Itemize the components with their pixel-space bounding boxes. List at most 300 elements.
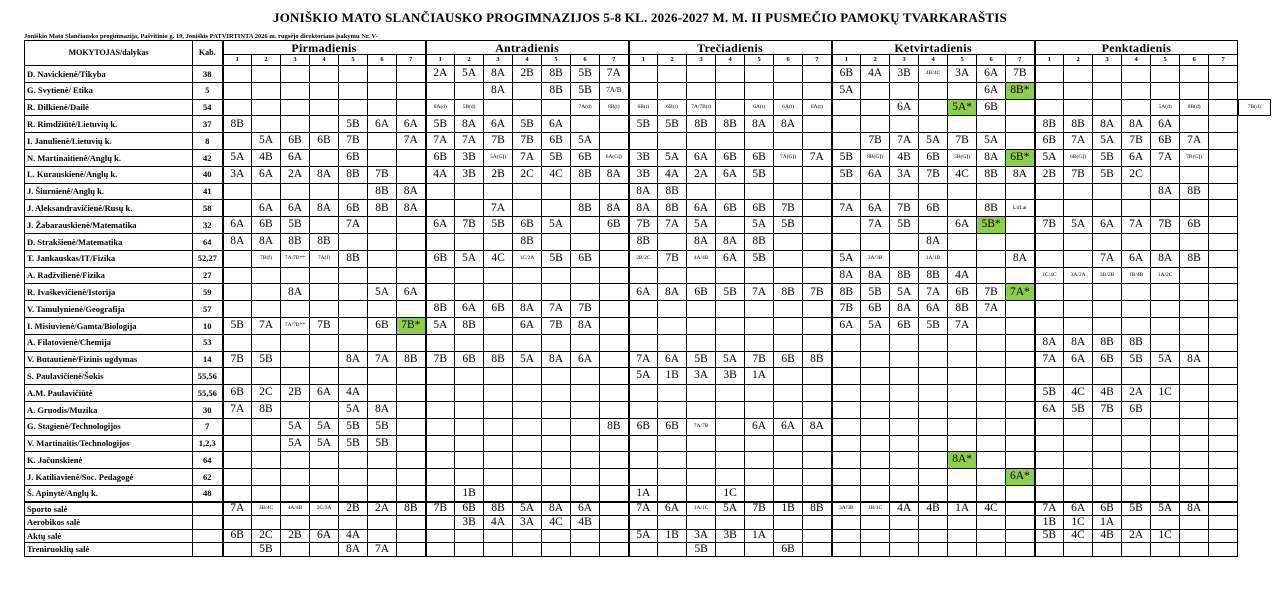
lesson-cell: 6B — [223, 529, 252, 543]
lesson-cell: 8B — [252, 401, 281, 418]
lesson-cell: 5B — [1093, 166, 1122, 183]
lesson-cell — [397, 452, 426, 469]
lesson-cell — [426, 543, 455, 557]
lesson-cell: 8A(t) — [803, 99, 832, 116]
lesson-cell — [542, 435, 571, 452]
lesson-cell — [426, 284, 455, 301]
lesson-cell: 8A(d) — [426, 99, 455, 116]
period-number: 3 — [484, 55, 513, 66]
lesson-cell — [1209, 469, 1238, 486]
lesson-cell: 5A — [281, 435, 310, 452]
lesson-cell: 6B — [426, 149, 455, 166]
lesson-cell: 8A — [223, 233, 252, 250]
teacher-name: A.M. Paulavičiūtė — [25, 385, 193, 402]
lesson-cell: 8B — [716, 116, 745, 133]
lesson-cell — [397, 543, 426, 557]
period-number: 4 — [919, 55, 948, 66]
teacher-name: A. Filatovienė/Chemija — [25, 334, 193, 351]
lesson-cell — [803, 217, 832, 234]
lesson-cell: 7A — [484, 200, 513, 217]
lesson-cell — [455, 418, 484, 435]
lesson-cell — [1006, 116, 1035, 133]
lesson-cell: 5B — [861, 284, 890, 301]
lesson-cell — [513, 267, 542, 284]
lesson-cell — [861, 418, 890, 435]
lesson-cell — [716, 317, 745, 334]
lesson-cell — [281, 183, 310, 200]
lesson-cell: 8A — [658, 284, 687, 301]
lesson-cell — [368, 133, 397, 150]
lesson-cell — [890, 452, 919, 469]
lesson-cell: 8A — [310, 200, 339, 217]
teacher-name: A. Gruodis/Muzika — [25, 401, 193, 418]
lesson-cell — [1064, 452, 1093, 469]
lesson-cell: 7A/B — [600, 82, 629, 99]
room-number: 7 — [193, 418, 223, 435]
lesson-cell: 8A — [252, 233, 281, 250]
lesson-cell: 7A — [890, 133, 919, 150]
lesson-cell — [1064, 82, 1093, 99]
lesson-cell — [890, 485, 919, 502]
lesson-cell: 5A — [455, 250, 484, 267]
lesson-cell — [455, 82, 484, 99]
lesson-cell — [1006, 418, 1035, 435]
lesson-cell — [832, 485, 861, 502]
lesson-cell — [977, 543, 1006, 557]
lesson-cell: 6A* — [1006, 469, 1035, 486]
lesson-cell: 5B — [368, 435, 397, 452]
lesson-cell: 7A(d) — [571, 99, 600, 116]
lesson-cell: 7B* — [397, 317, 426, 334]
lesson-cell — [716, 418, 745, 435]
teacher-row — [25, 317, 1271, 334]
lesson-cell — [948, 418, 977, 435]
lesson-cell — [513, 469, 542, 486]
lesson-cell — [1064, 469, 1093, 486]
lesson-cell — [919, 183, 948, 200]
lesson-cell — [890, 435, 919, 452]
lesson-cell: 7A — [223, 502, 252, 516]
lesson-cell: 5B — [542, 250, 571, 267]
lesson-cell — [339, 452, 368, 469]
lesson-cell: 8B — [513, 233, 542, 250]
lesson-cell: 7B — [339, 133, 368, 150]
lesson-cell: 6B — [223, 385, 252, 402]
lesson-cell: 8B — [832, 284, 861, 301]
lesson-cell — [368, 529, 397, 543]
lesson-cell: 8A — [1151, 250, 1180, 267]
lesson-cell: 5A — [1035, 149, 1064, 166]
lesson-cell — [1035, 200, 1064, 217]
teacher-name: L. Kurauskienė/Anglų k. — [25, 166, 193, 183]
period-number: 2 — [252, 55, 281, 66]
lesson-cell: 7B — [223, 351, 252, 368]
lesson-cell — [426, 418, 455, 435]
lesson-cell: 4B — [919, 502, 948, 516]
lesson-cell — [687, 435, 716, 452]
lesson-cell — [513, 284, 542, 301]
lesson-cell — [716, 334, 745, 351]
lesson-cell — [339, 66, 368, 83]
lesson-cell — [803, 435, 832, 452]
lesson-cell — [223, 250, 252, 267]
lesson-cell — [368, 385, 397, 402]
teacher-row — [25, 66, 1271, 83]
lesson-cell — [1093, 284, 1122, 301]
lesson-cell — [281, 351, 310, 368]
lesson-cell: 5B — [1093, 149, 1122, 166]
lesson-cell — [919, 82, 948, 99]
lesson-cell: 5A — [716, 502, 745, 516]
lesson-cell — [745, 435, 774, 452]
room-number: 5 — [193, 82, 223, 99]
teacher-name: Aerobikos salė — [25, 516, 193, 530]
teacher-row — [25, 368, 1271, 385]
lesson-cell — [977, 469, 1006, 486]
lesson-cell — [919, 418, 948, 435]
lesson-cell — [1093, 183, 1122, 200]
lesson-cell — [1180, 418, 1209, 435]
lesson-cell: 7B — [310, 317, 339, 334]
day-header: Antradienis — [426, 41, 629, 55]
lesson-cell — [281, 301, 310, 318]
lesson-cell: 6A — [1035, 401, 1064, 418]
lesson-cell — [861, 435, 890, 452]
lesson-cell — [426, 334, 455, 351]
lesson-cell: 5A — [861, 317, 890, 334]
lesson-cell: 7B — [803, 284, 832, 301]
room-number: 27 — [193, 267, 223, 284]
lesson-cell — [745, 385, 774, 402]
lesson-cell — [513, 368, 542, 385]
lesson-cell — [513, 401, 542, 418]
lesson-cell — [658, 317, 687, 334]
lesson-cell — [687, 183, 716, 200]
lesson-cell — [687, 334, 716, 351]
lesson-cell: 8A — [629, 183, 658, 200]
lesson-cell — [803, 166, 832, 183]
lesson-cell — [339, 284, 368, 301]
lesson-cell — [542, 284, 571, 301]
lesson-cell — [1122, 233, 1151, 250]
lesson-cell: 2B — [513, 66, 542, 83]
lesson-cell: 8A — [542, 502, 571, 516]
lesson-cell — [484, 543, 513, 557]
lesson-cell — [310, 116, 339, 133]
lesson-cell: 6A — [252, 200, 281, 217]
lesson-cell — [484, 334, 513, 351]
lesson-cell: 5A — [1151, 351, 1180, 368]
lesson-cell — [223, 200, 252, 217]
lesson-cell: 8A — [774, 116, 803, 133]
lesson-cell: 6B — [455, 351, 484, 368]
lesson-cell: 4C — [1064, 385, 1093, 402]
lesson-cell — [658, 66, 687, 83]
lesson-cell — [1035, 368, 1064, 385]
lesson-cell: 8B — [1122, 334, 1151, 351]
lesson-cell — [1006, 351, 1035, 368]
lesson-cell — [1151, 334, 1180, 351]
teacher-name: J. Katiliavienė/Soc. Pedagogė — [25, 469, 193, 486]
lesson-cell: 7B — [1122, 133, 1151, 150]
lesson-cell: 6A — [687, 200, 716, 217]
lesson-cell: 6B — [1151, 133, 1180, 150]
lesson-cell — [310, 485, 339, 502]
lesson-cell: 2C/3A — [310, 502, 339, 516]
lesson-cell: 6A — [629, 284, 658, 301]
period-number: 1 — [629, 55, 658, 66]
lesson-cell — [600, 543, 629, 557]
lesson-cell: 5B — [542, 149, 571, 166]
lesson-cell — [1209, 418, 1238, 435]
lesson-cell — [1122, 485, 1151, 502]
lesson-cell — [1180, 66, 1209, 83]
lesson-cell: 6A — [977, 66, 1006, 83]
lesson-cell — [1209, 166, 1238, 183]
lesson-cell — [252, 82, 281, 99]
lesson-cell — [745, 401, 774, 418]
lesson-cell: 8A — [832, 267, 861, 284]
lesson-cell: 6A — [455, 301, 484, 318]
lesson-cell: 4C — [977, 502, 1006, 516]
lesson-cell — [397, 149, 426, 166]
teacher-name: G. Svytienė/ Etika — [25, 82, 193, 99]
lesson-cell: 6A — [426, 217, 455, 234]
lesson-cell — [1209, 317, 1238, 334]
lesson-cell — [629, 267, 658, 284]
lesson-cell — [1006, 183, 1035, 200]
lesson-cell: 5B — [1122, 351, 1151, 368]
lesson-cell: 5A — [629, 368, 658, 385]
lesson-cell — [426, 267, 455, 284]
lesson-cell — [1093, 66, 1122, 83]
period-number: 6 — [977, 55, 1006, 66]
lesson-cell — [571, 217, 600, 234]
lesson-cell: 8A — [397, 200, 426, 217]
lesson-cell — [832, 351, 861, 368]
lesson-cell: 7A/7B** — [281, 250, 310, 267]
lesson-cell: 8B — [368, 183, 397, 200]
lesson-cell — [310, 368, 339, 385]
teacher-name: J. Šiurnienė/Anglų k. — [25, 183, 193, 200]
lesson-cell: 1C — [1151, 529, 1180, 543]
teacher-row — [25, 200, 1271, 217]
lesson-cell: 6A — [281, 149, 310, 166]
lesson-cell: 7B — [861, 133, 890, 150]
lesson-cell: 5A — [310, 435, 339, 452]
lesson-cell: 8B — [571, 166, 600, 183]
lesson-cell: 8A — [281, 284, 310, 301]
lesson-cell — [223, 368, 252, 385]
lesson-cell — [716, 516, 745, 530]
lesson-cell — [397, 418, 426, 435]
period-number: 3 — [281, 55, 310, 66]
teacher-row — [25, 217, 1271, 234]
lesson-cell: 5A — [542, 217, 571, 234]
lesson-cell — [600, 385, 629, 402]
lesson-cell — [861, 469, 890, 486]
lesson-cell: 6B — [513, 217, 542, 234]
lesson-cell — [803, 529, 832, 543]
lesson-cell — [1064, 301, 1093, 318]
lesson-cell — [774, 435, 803, 452]
lesson-cell — [1209, 502, 1238, 516]
lesson-cell — [861, 401, 890, 418]
lesson-cell — [890, 82, 919, 99]
lesson-cell — [658, 435, 687, 452]
lesson-cell: 8B — [542, 66, 571, 83]
lesson-cell — [281, 401, 310, 418]
lesson-cell: 3B — [716, 368, 745, 385]
lesson-cell — [774, 250, 803, 267]
lesson-cell — [600, 485, 629, 502]
lesson-cell: 5B(d) — [455, 99, 484, 116]
lesson-cell — [600, 133, 629, 150]
lesson-cell: 4B — [571, 516, 600, 530]
lesson-cell — [1093, 82, 1122, 99]
lesson-cell — [281, 66, 310, 83]
lesson-cell: 8B — [484, 351, 513, 368]
lesson-cell — [861, 183, 890, 200]
room-number: 59 — [193, 284, 223, 301]
lesson-cell: 5B — [1064, 401, 1093, 418]
lesson-cell — [339, 99, 368, 116]
lesson-cell: 2B — [339, 502, 368, 516]
lesson-cell: 1B/1C — [861, 502, 890, 516]
lesson-cell: 8B — [455, 317, 484, 334]
lesson-cell: 6B — [600, 217, 629, 234]
lesson-cell: 8A — [455, 116, 484, 133]
lesson-cell: 6B — [281, 133, 310, 150]
teacher-name: I. Janulienė/Lietuvių k. — [25, 133, 193, 150]
lesson-cell: 8B(t) — [600, 99, 629, 116]
lesson-cell: 7B — [571, 301, 600, 318]
teacher-name: V. Butautienė/Fizinis ugdymas — [25, 351, 193, 368]
lesson-cell — [368, 485, 397, 502]
lesson-cell: 7A/7B(t) — [687, 99, 716, 116]
lesson-cell: 8B — [948, 301, 977, 318]
lesson-cell — [774, 529, 803, 543]
lesson-cell — [919, 99, 948, 116]
lesson-cell: 3A/3B — [832, 502, 861, 516]
lesson-cell — [310, 183, 339, 200]
lesson-cell — [687, 485, 716, 502]
lesson-cell — [687, 82, 716, 99]
lesson-cell — [542, 267, 571, 284]
lesson-cell — [571, 334, 600, 351]
lesson-cell — [368, 82, 397, 99]
lesson-cell: 7A — [1151, 149, 1180, 166]
lesson-cell — [426, 385, 455, 402]
lesson-cell — [629, 469, 658, 486]
lesson-cell — [890, 401, 919, 418]
room-number: 48 — [193, 485, 223, 502]
teacher-name: A. Radžvilienė/Fizika — [25, 267, 193, 284]
room-row — [25, 543, 1271, 557]
lesson-cell: 5B — [774, 217, 803, 234]
lesson-cell: 4B — [252, 149, 281, 166]
lesson-cell: 7A — [339, 217, 368, 234]
lesson-cell — [716, 267, 745, 284]
room-row — [25, 502, 1271, 516]
lesson-cell: 6B — [629, 418, 658, 435]
teacher-name: K. Jačunskienė — [25, 452, 193, 469]
lesson-cell: 8A — [513, 301, 542, 318]
lesson-cell — [629, 317, 658, 334]
lesson-cell: 6B — [861, 301, 890, 318]
lesson-cell: 3B — [455, 516, 484, 530]
lesson-cell — [426, 200, 455, 217]
lesson-cell — [658, 385, 687, 402]
room-number: 8 — [193, 133, 223, 150]
lesson-cell — [484, 267, 513, 284]
lesson-cell: 8A — [629, 200, 658, 217]
lesson-cell: 3A — [687, 368, 716, 385]
teacher-row — [25, 267, 1271, 284]
lesson-cell: 4B/4C — [919, 66, 948, 83]
teacher-row — [25, 385, 1271, 402]
lesson-cell: 5B — [687, 351, 716, 368]
lesson-cell — [716, 301, 745, 318]
lesson-cell — [658, 133, 687, 150]
lesson-cell: 5A — [1093, 133, 1122, 150]
lesson-cell — [861, 233, 890, 250]
lesson-cell — [223, 284, 252, 301]
lesson-cell: 6B — [426, 250, 455, 267]
lesson-cell: 6B — [716, 200, 745, 217]
lesson-cell: 1B — [658, 529, 687, 543]
lesson-cell: 7B — [1064, 166, 1093, 183]
lesson-cell — [1006, 401, 1035, 418]
lesson-cell — [1209, 217, 1238, 234]
lesson-cell — [571, 385, 600, 402]
lesson-cell — [861, 99, 890, 116]
period-number: 7 — [397, 55, 426, 66]
lesson-cell — [890, 529, 919, 543]
lesson-cell: 5B — [339, 418, 368, 435]
lesson-cell — [310, 217, 339, 234]
lesson-cell — [368, 452, 397, 469]
lesson-cell — [745, 183, 774, 200]
lesson-cell: 6A — [1151, 116, 1180, 133]
lesson-cell — [484, 435, 513, 452]
lesson-cell — [832, 543, 861, 557]
lesson-cell: 4C — [542, 166, 571, 183]
lesson-cell — [716, 385, 745, 402]
lesson-cell — [629, 516, 658, 530]
lesson-cell: 6B(t) — [658, 99, 687, 116]
lesson-cell — [1180, 368, 1209, 385]
lesson-cell — [1209, 66, 1238, 83]
lesson-cell — [455, 469, 484, 486]
period-number: 3 — [687, 55, 716, 66]
lesson-cell — [1064, 284, 1093, 301]
lesson-cell — [1180, 267, 1209, 284]
lesson-cell — [368, 301, 397, 318]
lesson-cell — [1064, 66, 1093, 83]
lesson-cell: 6B — [339, 200, 368, 217]
lesson-cell: 4B — [890, 149, 919, 166]
lesson-cell — [281, 516, 310, 530]
lesson-cell: 7A* — [1006, 284, 1035, 301]
lesson-cell — [687, 516, 716, 530]
lesson-cell — [426, 183, 455, 200]
lesson-cell: 6B — [368, 317, 397, 334]
lesson-cell — [1180, 452, 1209, 469]
lesson-cell — [223, 516, 252, 530]
lesson-cell — [426, 82, 455, 99]
lesson-cell: 4A/4B — [281, 502, 310, 516]
